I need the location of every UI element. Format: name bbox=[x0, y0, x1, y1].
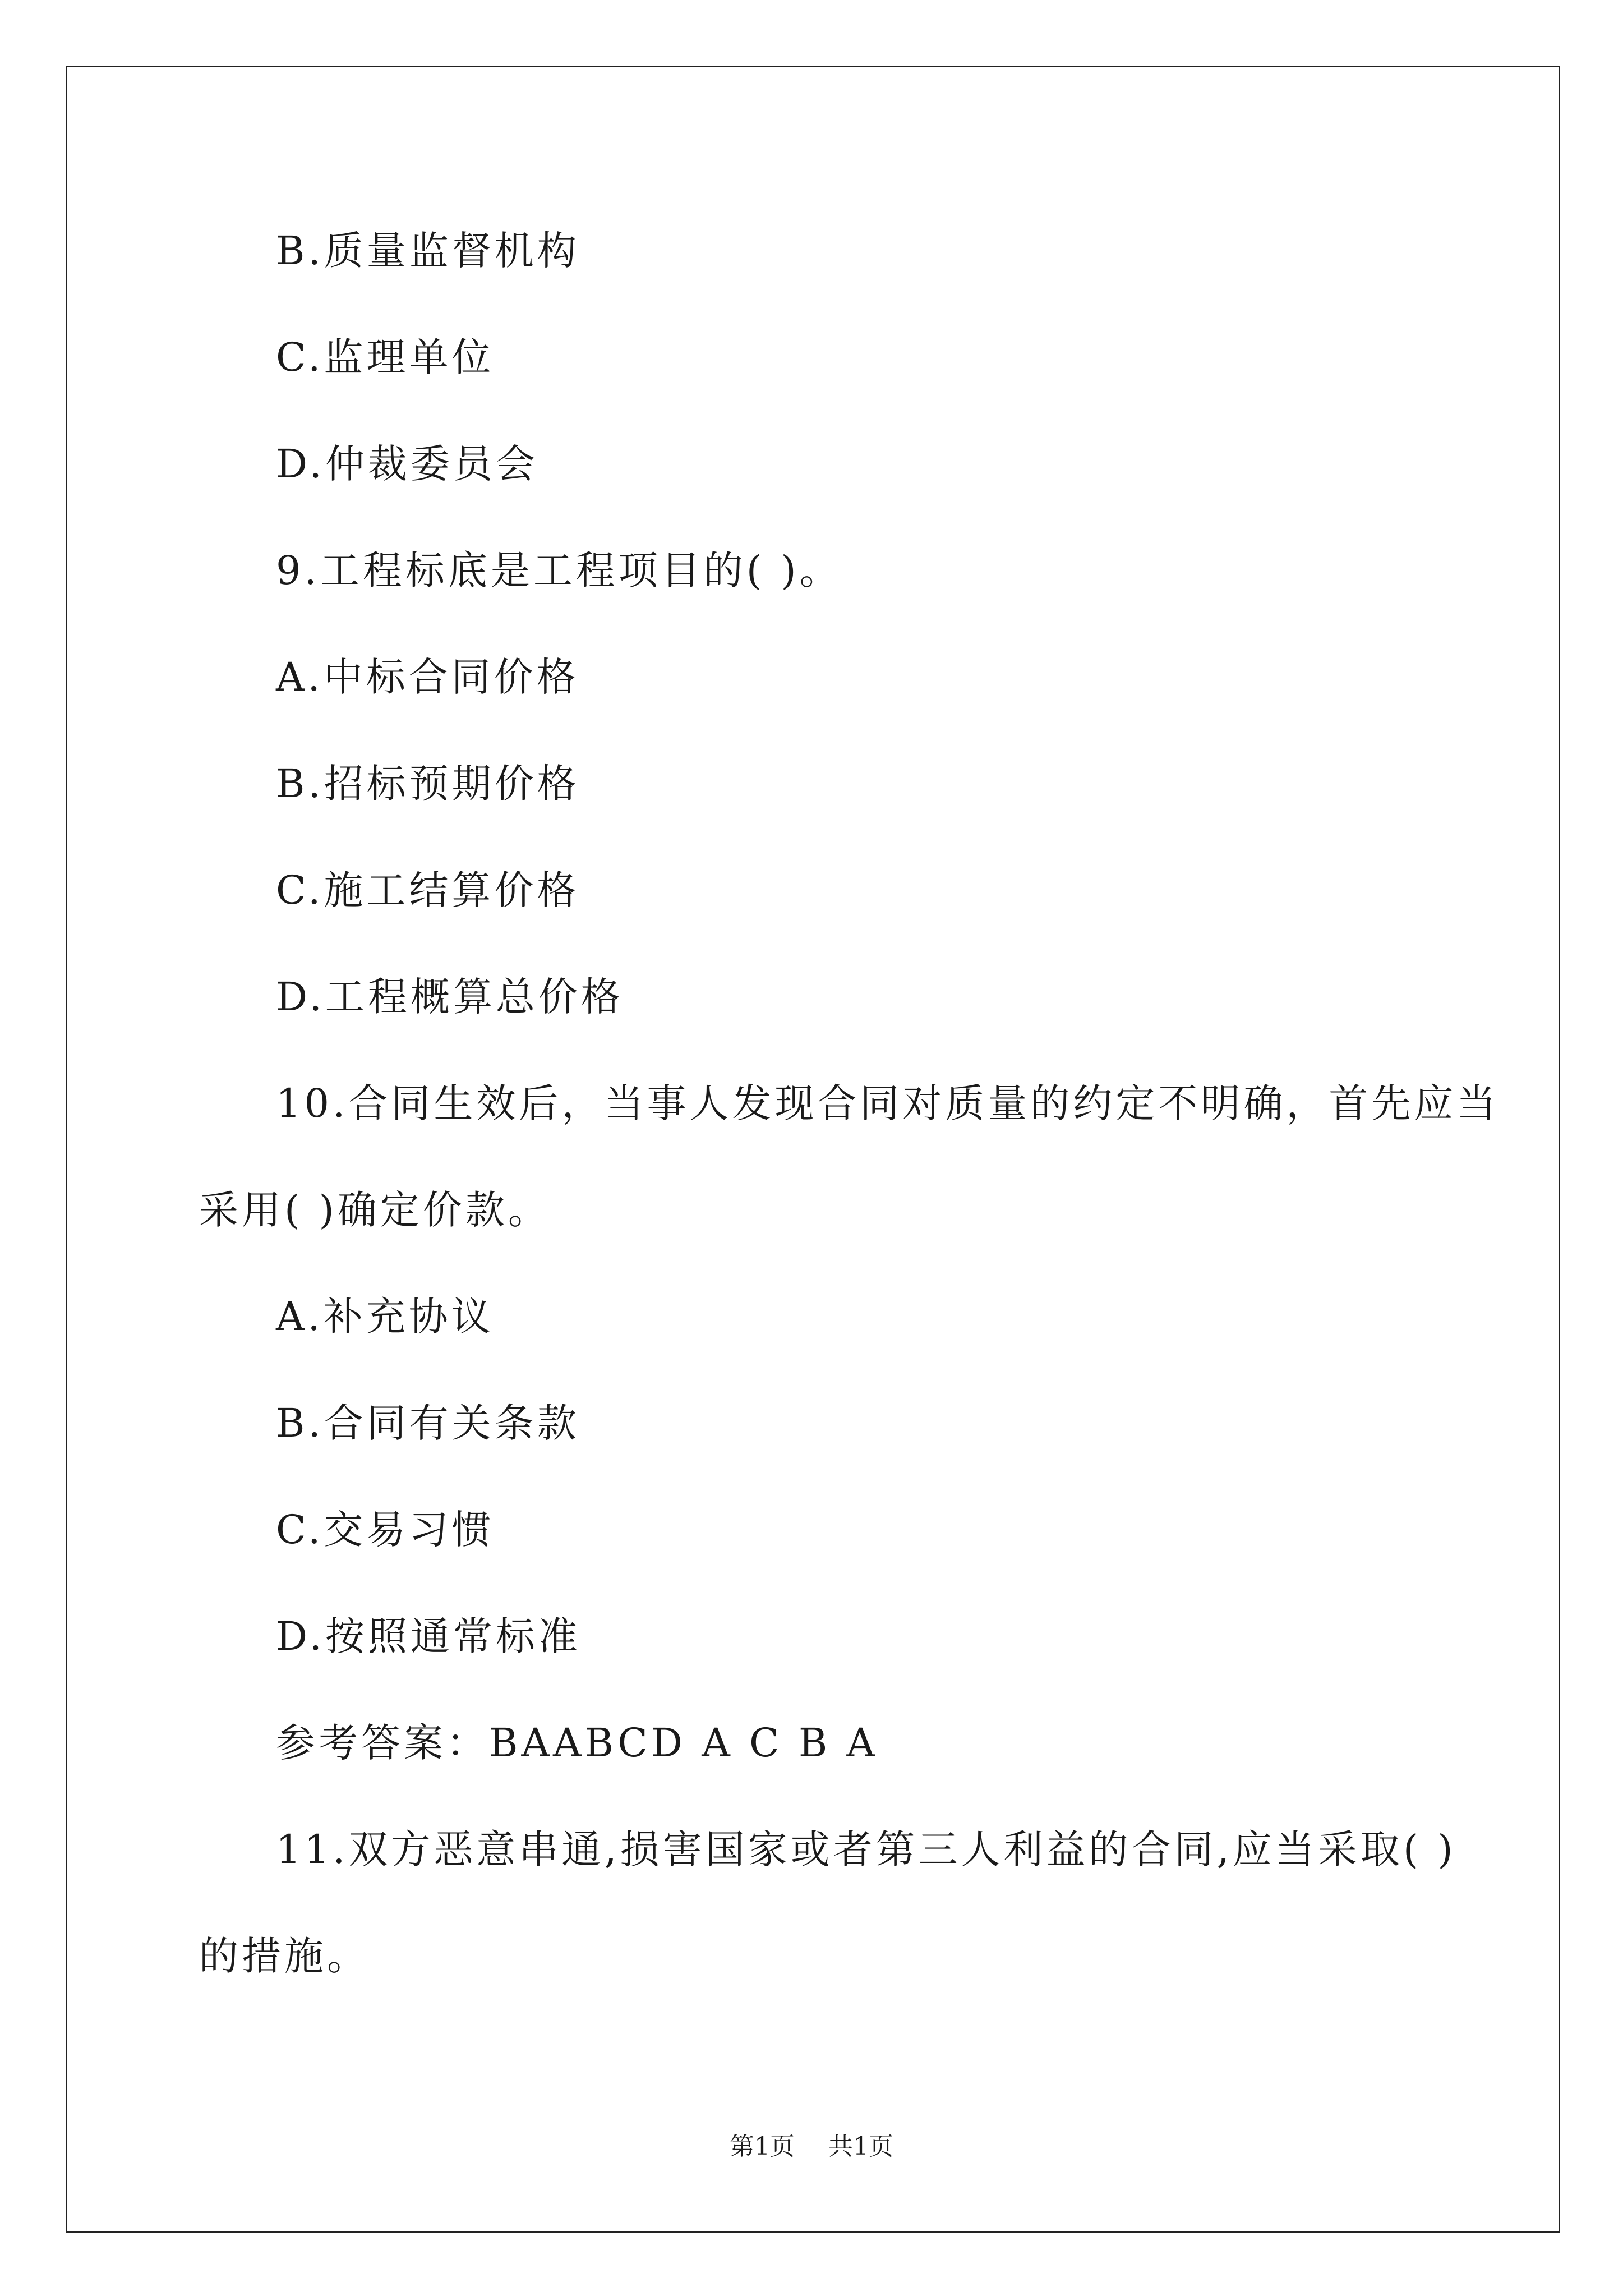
option-b-expected-price: B.招标预期价格 bbox=[276, 761, 580, 807]
question-10-line-1: 10.合同生效后，当事人发现合同对质量的约定不明确，首先应当 bbox=[276, 1080, 1500, 1126]
option-c-settlement-price: C.施工结算价格 bbox=[276, 867, 580, 913]
page-footer bbox=[0, 2134, 1623, 2159]
option-d-estimate-price: D.工程概算总价格 bbox=[276, 974, 624, 1020]
option-d-common-standard: D.按照通常标准 bbox=[276, 1613, 581, 1659]
page-number-total: 共1页 bbox=[828, 2132, 893, 2161]
question-11-line-1: 11.双方恶意串通,损害国家或者第三人利益的合同,应当采取( ) bbox=[276, 1826, 1456, 1872]
option-b-quality-supervision: B.质量监督机构 bbox=[276, 228, 580, 274]
page-border bbox=[66, 66, 1560, 2233]
option-b-contract-clauses: B.合同有关条款 bbox=[276, 1400, 580, 1446]
option-c-supervision-unit: C.监理单位 bbox=[276, 334, 495, 380]
page-number-current: 第1页 bbox=[730, 2132, 795, 2161]
answer-key: 参考答案：BAABCD A C B A bbox=[276, 1720, 879, 1766]
question-10-line-2: 采用( )确定价款。 bbox=[199, 1187, 551, 1233]
option-a-winning-bid-price: A.中标合同价格 bbox=[276, 654, 579, 700]
option-a-supplement-agreement: A.补充协议 bbox=[276, 1294, 494, 1340]
question-9: 9.工程标底是工程项目的( )。 bbox=[276, 547, 842, 593]
option-c-trade-practice: C.交易习惯 bbox=[276, 1507, 495, 1553]
question-11-line-2: 的措施。 bbox=[199, 1933, 370, 1979]
option-d-arbitration: D.仲裁委员会 bbox=[276, 441, 538, 487]
